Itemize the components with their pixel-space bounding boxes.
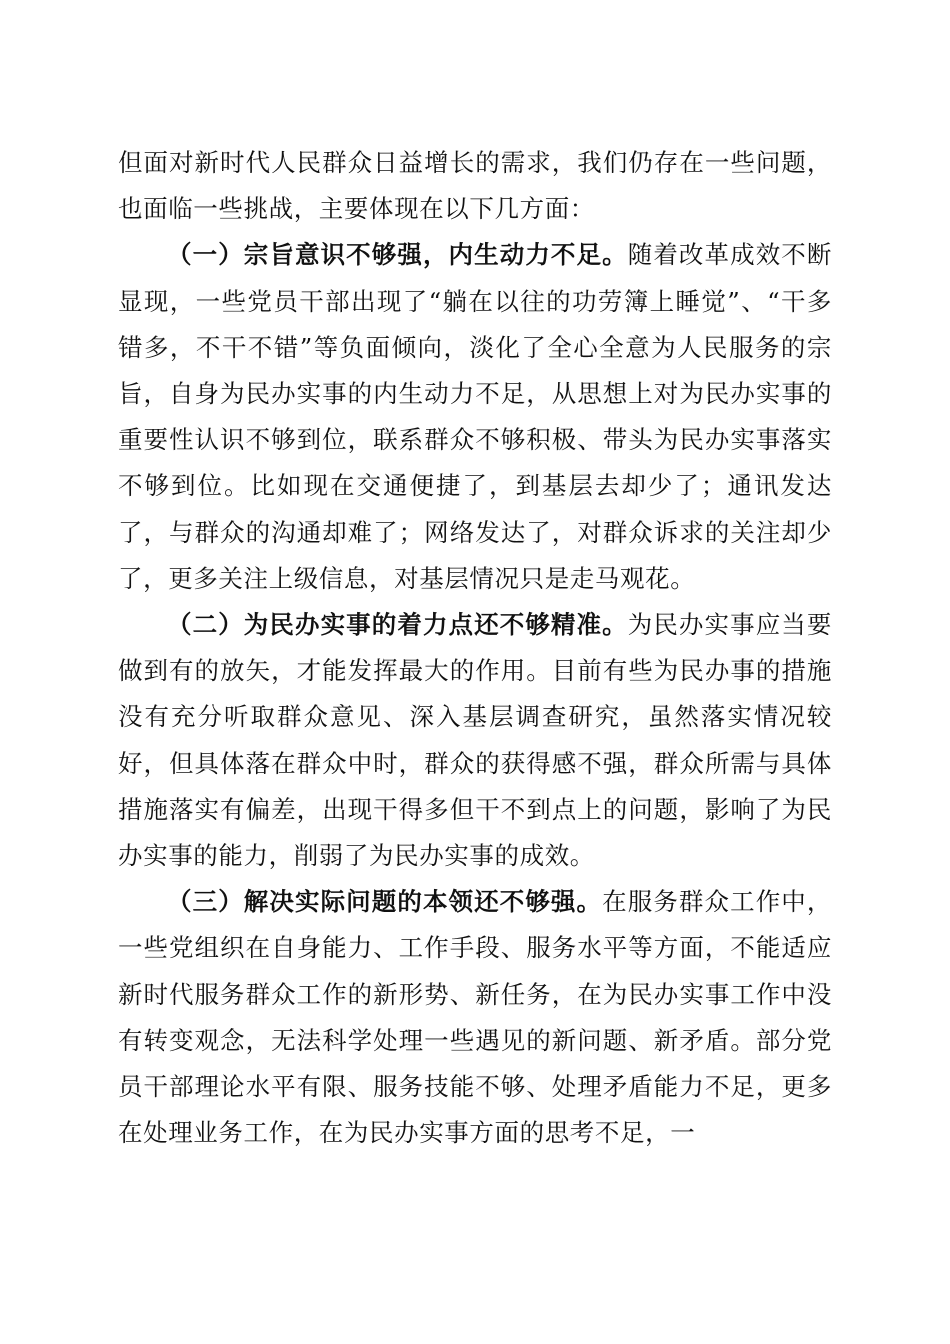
paragraph-text: 在服务群众工作中，一些党组织在自身能力、工作手段、服务水平等方面，不能适应新时代服务群众工作的新形势、新任务，在为民办实事工作中没有转变观念，无法科学处理一些遇见的新问题、新矛盾。部分党员干部理论水平有限、服务技能不够、处理矛盾能力不足，更多在处理业务工作，在为民办实事方面的思考不足，一	[118, 887, 832, 1148]
paragraph-intro	[118, 140, 832, 232]
paragraph-text: 但面对新时代人民群众日益增长的需求，我们仍存在一些问题，也面临一些挑战，主要体现在以下几方面：	[118, 148, 832, 224]
section-heading: （一）宗旨意识不够强，内生动力不足。	[167, 240, 628, 270]
section-heading: （三）解决实际问题的本领还不够强。	[167, 887, 603, 917]
paragraph-section-2	[118, 602, 832, 879]
section-heading: （二）为民办实事的着力点还不够精准。	[167, 610, 628, 640]
paragraph-text: 随着改革成效不断显现，一些党员干部出现了“躺在以往的功劳簿上睡觉”、“干多错多，不干不错”等负面倾向，淡化了全心全意为人民服务的宗旨，自身为民办实事的内生动力不足，从思想上对为民办实事的重要性认识不够到位，联系群众不够积极、带头为民办实事落实不够到位。比如现在交通便捷了，到基层去却少了；通讯发达了，与群众的沟通却难了；网络发达了，对群众诉求的关注却少了，更多关注上级信息，对基层情况只是走马观花。	[118, 240, 832, 593]
document-page	[118, 140, 832, 1156]
paragraph-text: 为民办实事应当要做到有的放矢，才能发挥最大的作用。目前有些为民办事的措施没有充分听取群众意见、深入基层调查研究，虽然落实情况较好，但具体落在群众中时，群众的获得感不强，群众所需与具体措施落实有偏差，出现干得多但干不到点上的问题，影响了为民办实事的能力，削弱了为民办实事的成效。	[118, 610, 832, 871]
paragraph-section-3	[118, 879, 832, 1156]
paragraph-section-1	[118, 232, 832, 602]
